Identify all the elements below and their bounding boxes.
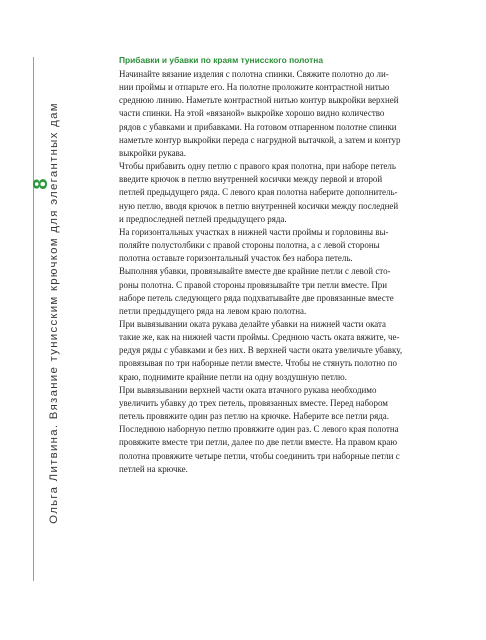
text-line: части спинки. На этой «вязаной» выкройке хорошо видно количество: [119, 108, 385, 119]
paragraph: [119, 68, 443, 160]
text-line: нии проймы и отпарьте его. На полотне проложите контрастной нитью: [119, 82, 390, 93]
text-line: Начинайте вязание изделия с полотна спинки. Свяжите полотно до ли-: [119, 69, 389, 79]
paragraph: [119, 384, 443, 476]
text-line: введите крючок в петлю внутренней косички между первой и второй: [119, 174, 383, 185]
running-title-text: Ольга Литвина. Вязание тунисским крючком для элегантных дам: [48, 102, 60, 524]
text-line: петлей предыдущего ряда. С левого края полотна наберите дополнитель-: [119, 187, 398, 198]
text-line: поляйте полустолбики с правой стороны полотна, а с левой стороны: [119, 240, 380, 251]
text-line: среднюю линию. Наметьте контрастной нитью контур выкройки верхней: [119, 95, 399, 106]
text-line: полотна провяжите четыре петли, чтобы соединить три наборные петли с: [119, 450, 400, 461]
text-line: провязывая по три наборные петли вместе. Чтобы не стянуть полотно по: [119, 358, 397, 369]
paragraphs: [119, 68, 443, 476]
text-line: На горизонтальных участках в нижней части проймы и горловины вы-: [119, 226, 389, 237]
text-line: полотна оставьте горизонтальный участок без набора петель.: [119, 253, 353, 264]
text-line: увеличить убавку до трех петель, провязанных вместе. Перед набором: [119, 397, 388, 408]
text-line: петлей на крючке.: [119, 463, 188, 474]
text-line: наборе петель следующего ряда подхватывайте две провязанные вместе: [119, 292, 394, 303]
text-line: провяжите вместе три петли, далее по две петли вместе. На правом краю: [119, 437, 398, 448]
text-line: такие же, как на нижней части проймы. Среднюю часть оката вяжите, че-: [119, 332, 400, 343]
text-line: ную петлю, вводя крючок в петлю внутренней косички между последней: [119, 200, 399, 211]
text-line: роны полотна. С правой стороны провязывайте три петли вместе. При: [119, 279, 388, 290]
paragraph: [119, 160, 443, 226]
text-line: Чтобы прибавить одну петлю с правого края полотна, при наборе петель: [119, 161, 396, 172]
article-body: [119, 54, 443, 476]
paragraph: [119, 226, 443, 265]
text-line: петли предыдущего ряда на левом краю полотна.: [119, 305, 307, 316]
margin-rule: [33, 57, 34, 581]
paragraph: [119, 318, 443, 384]
text-line: петель провяжите один раз петлю на крючке. Наберите все петли ряда.: [119, 411, 389, 422]
text-line: наметьте контур выкройки переда с нагрудной вытачкой, а затем и контур: [119, 134, 401, 145]
text-line: Последнюю наборную петлю провяжите один раз. С левого края полотна: [119, 424, 399, 435]
text-line: При вывязывании оката рукава делайте убавки на нижней части оката: [119, 318, 387, 329]
text-line: выкройки рукава.: [119, 147, 186, 158]
page-number: 8: [30, 178, 52, 190]
text-line: и предпоследней петлей предыдущего ряда.: [119, 213, 287, 224]
text-line: рядов с убавками и прибавками. На готовом отпаренном полотне спинки: [119, 121, 397, 132]
text-line: При вывязывании верхней части оката втачного рукава необходимо: [119, 384, 377, 395]
paragraph: [119, 265, 443, 318]
section-heading: Прибавки и убавки по краям тунисского полотна: [119, 55, 323, 65]
text-line: редуя ряды с убавками и без них. В верхней части оката увеличьте убавку,: [119, 345, 403, 356]
text-line: Выполняя убавки, провязывайте вместе две крайние петли с левой сто-: [119, 266, 391, 277]
text-line: краю, поднимите крайние петли на одну воздушную петлю.: [119, 371, 347, 382]
